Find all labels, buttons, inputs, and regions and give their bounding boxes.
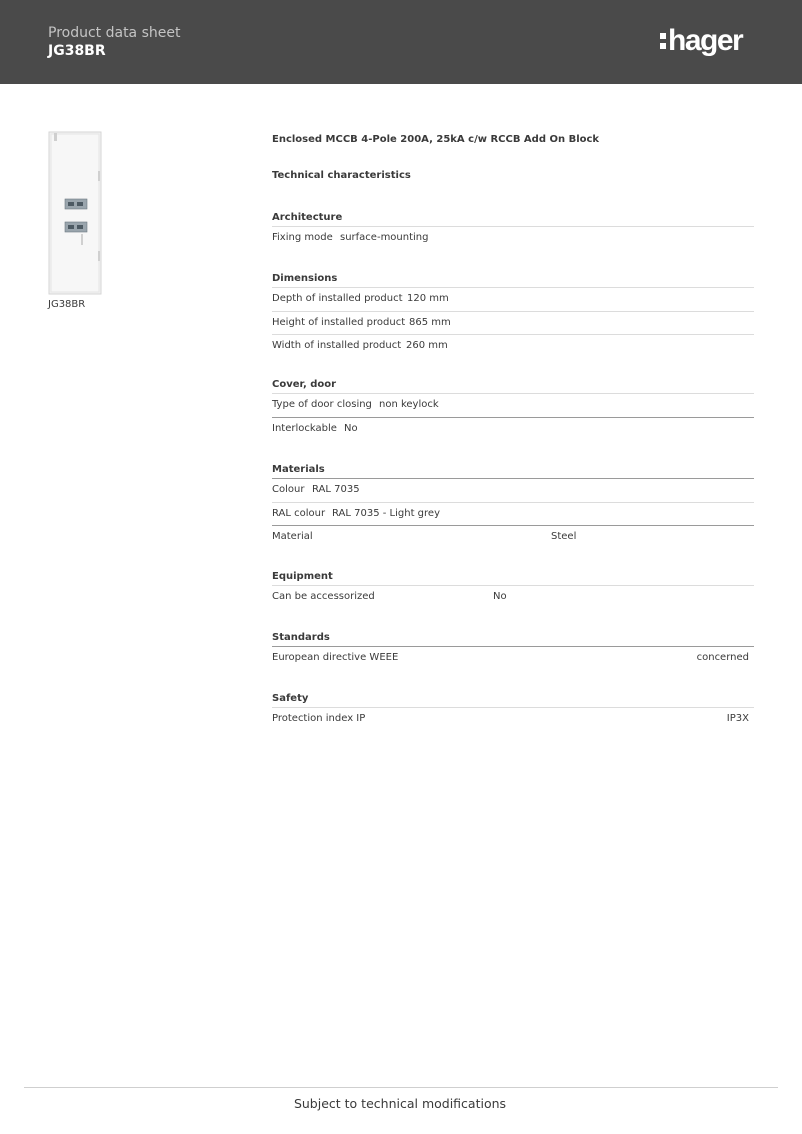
product-title: Enclosed MCCB 4-Pole 200A, 25kA c/w RCCB Add On Block [272, 134, 600, 145]
section-title: Materials [272, 461, 754, 479]
page-header [0, 0, 802, 84]
section-dimensions [272, 270, 754, 359]
spec-value: No [344, 422, 358, 434]
spec-value: non keylock [379, 399, 439, 410]
product-image [48, 131, 102, 295]
spec-label: Fixing mode [272, 232, 333, 243]
spec-label: Interlockable [272, 422, 337, 434]
footer-note: Subject to technical modifications [293, 1096, 507, 1111]
section-safety [272, 690, 754, 732]
spec-label: Colour [272, 484, 305, 495]
section-heading-technical: Technical characteristics [272, 170, 411, 181]
spec-value: No [493, 591, 507, 602]
logo-text: hager [668, 24, 743, 57]
spec-row [272, 288, 754, 312]
spec-row [272, 227, 754, 251]
spec-label: Protection index IP [272, 713, 366, 724]
spec-value: IP3X [726, 713, 749, 724]
spec-value: surface-mounting [340, 232, 429, 243]
spec-label: RAL colour [272, 507, 326, 519]
spec-label: Material [272, 531, 313, 542]
spec-row [272, 708, 754, 732]
spec-label: Depth of installed product [272, 293, 403, 304]
spec-row [272, 526, 754, 550]
spec-row [272, 394, 754, 418]
spec-value: RAL 7035 - Light grey [332, 507, 440, 519]
section-title: Dimensions [272, 270, 754, 288]
spec-row [272, 312, 754, 336]
spec-row [272, 586, 754, 610]
section-architecture [272, 209, 754, 251]
section-cover-door [272, 376, 754, 441]
section-equipment [272, 568, 754, 610]
spec-label: Width of installed product [272, 340, 402, 351]
spec-value: 865 mm [409, 316, 451, 328]
section-title: Safety [272, 690, 754, 708]
section-title: Standards [272, 629, 754, 647]
spec-value: RAL 7035 [312, 484, 360, 495]
section-title: Architecture [272, 209, 754, 227]
spec-label: Height of installed product [272, 316, 406, 328]
spec-row [272, 479, 754, 503]
section-title: Equipment [272, 568, 754, 586]
product-reference: JG38BR [48, 43, 106, 59]
spec-label: Type of door closing [272, 399, 372, 410]
spec-row [272, 418, 754, 442]
spec-row [272, 503, 754, 527]
hager-logo [658, 23, 758, 61]
spec-value: 260 mm [406, 340, 448, 351]
product-image-caption: JG38BR [48, 299, 86, 310]
section-title: Cover, door [272, 376, 754, 394]
section-materials [272, 461, 754, 550]
spec-row [272, 647, 754, 671]
spec-label: European directive WEEE [272, 652, 399, 663]
spec-value: Steel [551, 531, 577, 542]
document-type: Product data sheet [48, 25, 181, 41]
spec-label: Can be accessorized [272, 591, 375, 602]
spec-row [272, 335, 754, 359]
spec-value: concerned [696, 652, 749, 663]
spec-value: 120 mm [407, 293, 449, 304]
footer-divider [24, 1087, 778, 1088]
section-standards [272, 629, 754, 671]
